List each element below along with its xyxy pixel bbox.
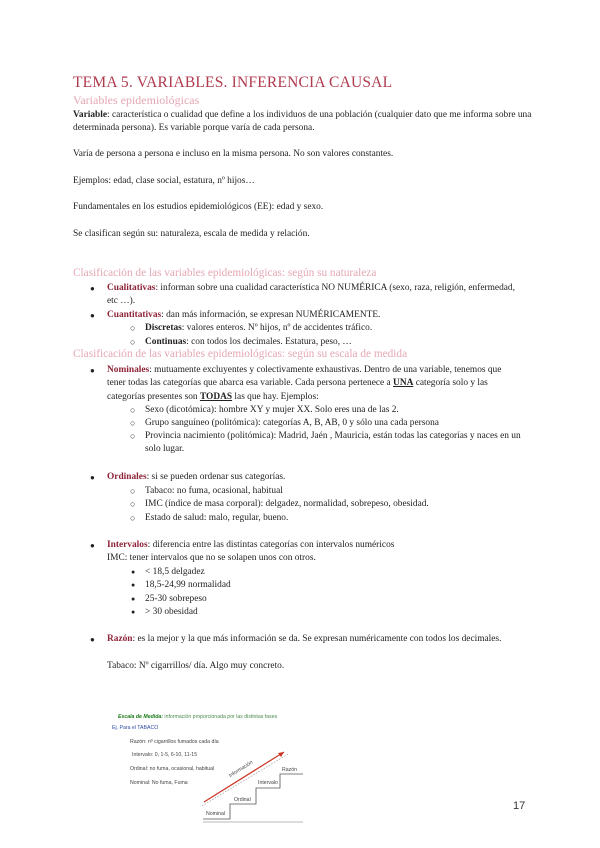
diagram-title: Escala de Medida: xyxy=(118,714,163,720)
circle-bullet-icon: ○ xyxy=(130,431,136,441)
circle-bullet-icon: ○ xyxy=(130,323,136,333)
list-item-tabaco xyxy=(130,485,530,498)
razon-tabaco-note: Tabaco: Nº cigarrillos/ día. Algo muy concreto. xyxy=(107,661,285,671)
list-item-intervalos xyxy=(90,539,522,552)
bullet-icon: ● xyxy=(90,366,95,375)
bullet-icon: ● xyxy=(131,568,136,576)
section-heading-naturaleza: Clasificación de las variables epidemiológicas: según su naturaleza xyxy=(73,267,377,279)
list-item-razon xyxy=(90,633,522,646)
cualitativas-term: Cualitativas xyxy=(107,283,156,293)
discretas-term: Discretas xyxy=(145,323,182,333)
list-item-nominales xyxy=(90,364,522,404)
intervalos-imc-note: IMC: tener intervalos que no se solapen unos con otros. xyxy=(107,553,316,563)
circle-bullet-icon: ○ xyxy=(130,486,136,496)
list-item-grupo-sanguineo xyxy=(130,417,530,430)
diagram-line-tabaco: Ej. Para el TABACO xyxy=(112,725,159,731)
ordinales-text: : si se pueden ordenar sus categorías. xyxy=(146,472,286,482)
cualitativas-text: : informan sobre una cualidad característica NO NUMÉRICA (sexo, raza, religión, enfermedad, etc …). xyxy=(107,283,515,307)
provincia-text: Provincia nacimiento (politómica): Madrid, Jaén , Mauricia, están todas las categorías y naces en un solo lugar. xyxy=(145,431,521,455)
bullet-icon: ● xyxy=(131,581,136,589)
razon-term: Razón xyxy=(107,634,133,644)
intervalos-term: Intervalos xyxy=(107,540,148,550)
list-item-sexo xyxy=(130,404,530,417)
nominales-text-1: : mutuamente excluyentes y colectivamente exhaustivas. Dentro de una variable, tenemos que tener todas las categorías que abarca esa variable. Cada persona pertenece a xyxy=(107,365,502,389)
diagram-line-nominal: Nominal: No fuma, Fuma xyxy=(130,780,188,786)
normalidad-text: 18,5-24,99 normalidad xyxy=(145,580,231,590)
list-item-cualitativas xyxy=(90,282,522,309)
list-item-normalidad xyxy=(131,579,231,592)
obesidad-text: > 30 obesidad xyxy=(145,607,198,617)
diagram-line-razon: Razón: nº cigarrillos fumados cada día xyxy=(130,739,219,745)
cuantitativas-text: : dan más información, se expresan NUMÉRICAMENTE. xyxy=(161,310,381,320)
page-number: 17 xyxy=(513,800,526,812)
page-title: TEMA 5. VARIABLES. INFERENCIA CAUSAL xyxy=(73,74,393,91)
list-item-obesidad xyxy=(131,606,198,619)
bullet-icon: ● xyxy=(90,311,95,320)
continuas-text: : con todos los decimales. Estatura, peso, … xyxy=(186,337,352,347)
list-item-estado-salud xyxy=(130,512,530,525)
list-item-sobrepeso xyxy=(131,593,207,606)
circle-bullet-icon: ○ xyxy=(130,499,136,509)
diagram-title-rest: información proporcionada por las distintas fases xyxy=(162,714,278,720)
step-label-nominal: Nominal xyxy=(206,811,226,817)
ejemplos-paragraph: Ejemplos: edad, clase social, estatura, nº hijos… xyxy=(73,176,255,186)
circle-bullet-icon: ○ xyxy=(130,405,136,415)
list-item-delgadez xyxy=(131,566,205,579)
razon-text: : es la mejor y la que más información se da. Se expresan numéricamente con todos los decimales. xyxy=(132,634,502,644)
step-label-ordinal: Ordinal xyxy=(234,797,251,803)
sexo-text: Sexo (dicotómica): hombre XY y mujer XX. Solo eres una de las 2. xyxy=(145,405,399,415)
grupo-sanguineo-text: Grupo sanguíneo (politómica): categorías A, B, AB, 0 y sólo una cada persona xyxy=(145,418,439,428)
arrow-line xyxy=(204,752,284,802)
ordinales-term: Ordinales xyxy=(107,472,147,482)
list-item-provincia xyxy=(130,430,530,457)
bullet-icon: ● xyxy=(90,284,95,293)
varia-paragraph: Varía de persona a persona e incluso en la misma persona. No son valores constantes. xyxy=(73,149,394,159)
circle-bullet-icon: ○ xyxy=(130,337,136,347)
delgadez-text: < 18,5 delgadez xyxy=(145,567,205,577)
arrow-label-informacion: Información xyxy=(228,759,255,780)
clasifican-paragraph: Se clasifican según su: naturaleza, escala de medida y relación. xyxy=(73,229,310,239)
list-item-discretas xyxy=(130,322,530,335)
continuas-term: Continuas xyxy=(145,337,187,347)
list-item-cuantitativas xyxy=(90,309,522,322)
variable-term: Variable xyxy=(73,110,108,120)
circle-bullet-icon: ○ xyxy=(130,513,136,523)
section-subtitle: Variables epidemiológicas xyxy=(73,93,200,107)
list-item-imc xyxy=(130,498,530,511)
nominales-todas: TODAS xyxy=(199,391,233,402)
discretas-text: : valores enteros. Nº hijos, nº de accidentes tráfico. xyxy=(181,323,373,333)
cuantitativas-term: Cuantitativas xyxy=(107,310,162,320)
diagram-line-intervalo: Intervalo: 0, 1-5, 6-10, 11-15 xyxy=(132,752,198,758)
diagram-title-line xyxy=(118,714,277,720)
tabaco-text: Tabaco: no fuma, ocasional, habitual xyxy=(145,486,283,496)
variable-definition xyxy=(73,109,533,136)
section-heading-escala: Clasificación de las variables epidemiológicas: según su escala de medida xyxy=(73,348,408,360)
bullet-icon: ● xyxy=(90,541,95,550)
bullet-icon: ● xyxy=(90,635,95,644)
escala-medida-diagram xyxy=(110,714,450,826)
nominales-term: Nominales xyxy=(107,365,150,375)
imc-text: IMC (índice de masa corporal): delgadez, normalidad, sobrepeso, obesidad. xyxy=(145,499,429,509)
variable-definition-text: : característica o cualidad que define a los individuos de una población (cualquier dato que me informa sobre una determinada persona). Es variable porque varía de cada persona. xyxy=(73,110,532,134)
intervalos-text: : diferencia entre las distintas categorías con intervalos numéricos xyxy=(147,540,395,550)
nominales-text-3: las que hay. Ejemplos: xyxy=(232,391,319,402)
estado-salud-text: Estado de salud: malo, regular, bueno. xyxy=(145,513,289,523)
bullet-icon: ● xyxy=(131,608,136,616)
fundamentales-paragraph: Fundamentales en los estudios epidemiológicos (EE): edad y sexo. xyxy=(73,202,324,212)
sobrepeso-text: 25-30 sobrepeso xyxy=(145,594,207,604)
bullet-icon: ● xyxy=(90,473,95,482)
bullet-icon: ● xyxy=(131,595,136,603)
nominales-una: UNA xyxy=(393,378,414,389)
diagram-line-ordinal: Ordinal: no fuma, ocasional, habitual xyxy=(130,766,215,772)
step-label-razon: Razón xyxy=(282,767,297,773)
nominales-text-2: categoría solo y las categorías presentes son xyxy=(107,378,488,402)
circle-bullet-icon: ○ xyxy=(130,418,136,428)
step-label-intervalo: Intervalo xyxy=(258,780,278,786)
list-item-ordinales xyxy=(90,471,522,484)
